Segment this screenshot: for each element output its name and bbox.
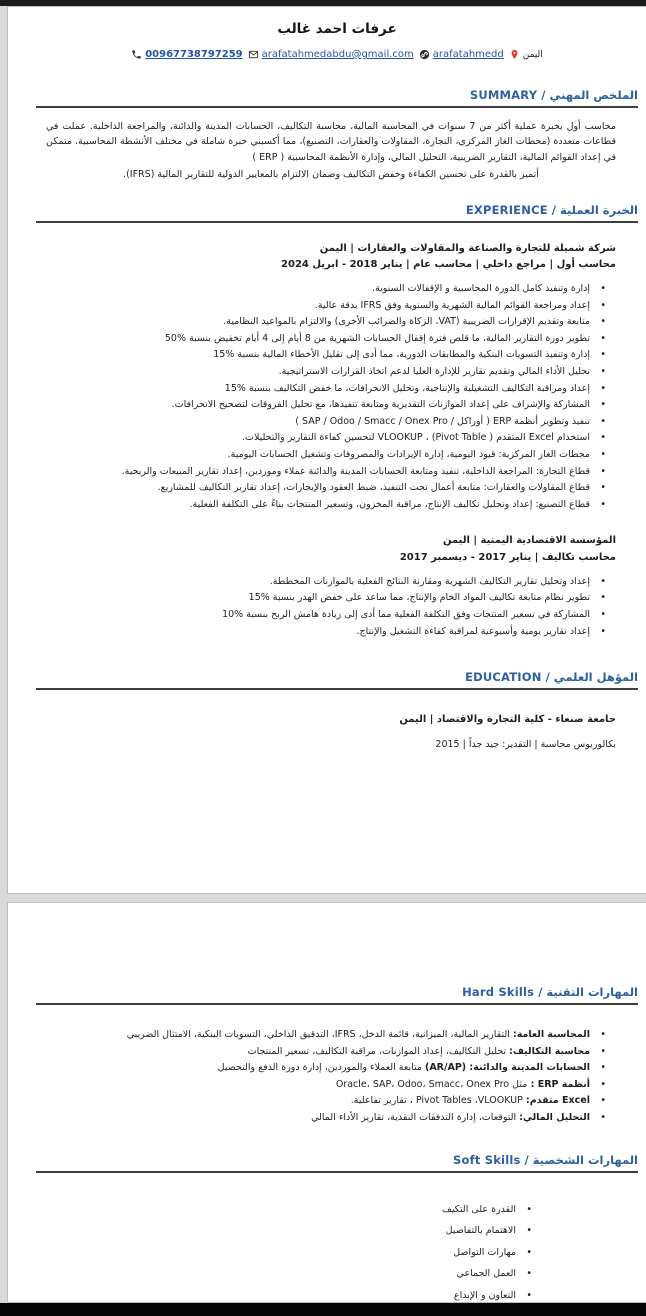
hard-skill-text: التوقعات، إدارة التدفقات النقدية، تقارير الأداء المالي <box>311 1111 520 1123</box>
hard-skill-lead: التحليل المالي: <box>519 1111 590 1123</box>
hard-skill-lead: محاسبة التكاليف: <box>509 1045 590 1057</box>
job-bullet-list <box>46 574 616 640</box>
hard-skill-lead: Excel متقدم: <box>525 1095 590 1107</box>
hard-skills-list <box>46 1027 616 1127</box>
experience-heading: الخبرة العملية / EXPERIENCE <box>465 202 638 217</box>
job-bullet: • إدارة وتنفيذ التسويات البنكية والمطابقات الدورية، مما أدى إلى تقليل الأخطاء المالية بنسبة %15 <box>46 347 616 364</box>
soft-skills-heading: المهارات الشخصية / Soft Skills <box>453 1152 638 1167</box>
education-school: جامعة صنعاء - كلية التجارة والاقتصاد | اليمن <box>399 714 616 726</box>
summary-section <box>36 88 638 183</box>
job-bullet: • المشاركة في تسعير المنتجات وفق التكلفة الفعلية مما أدى إلى زيادة هامش الربح بنسبة %10 <box>46 607 616 624</box>
job-bullet: • محطات الغاز المركزية: قيود اليومية، إدارة الإيرادات والمصروفات وتشغيل الحسابات اليومية. <box>46 447 616 464</box>
soft-skill-item: • القدرة على التكيف <box>46 1199 542 1221</box>
job-bullet: • إعداد ومراقبة التكاليف التشغيلية والإنتاجية، وتحليل الانحرافات، ما خفض التكاليف بنسبة %15 <box>46 381 616 398</box>
soft-skill-item: • الاهتمام بالتفاصيل <box>46 1220 542 1242</box>
job-bullet: • قطاع المقاولات والعقارات: متابعة أعمال تحت التنفيذ، ضبط العقود والإيجارات، إعداد تقارير التكاليف للمشاريع. <box>46 480 616 497</box>
profile-contact <box>419 49 504 60</box>
soft-skill-item: • التعاون و الإبداع <box>46 1285 542 1303</box>
job-bullet: • إعداد وتحليل تقارير التكاليف الشهرية ومقارنة النتائج الفعلية بالموازنات المخططة. <box>46 574 616 591</box>
hard-skill-item <box>46 1110 616 1127</box>
job-bullet: • إدارة وتنفيذ كامل الدورة المحاسبية و الإقفالات السنوية. <box>46 281 616 298</box>
job-role-dates: محاسب أول | مراجع داخلي | محاسب عام | يناير 2018 - ابريل 2024 <box>281 259 616 270</box>
bottom-crop-bar <box>0 1303 646 1316</box>
section-divider <box>36 1003 638 1005</box>
experience-job-2 <box>36 533 638 640</box>
job-bullet: • إعداد تقارير يومية وأسبوعية لمراقبة كفاءة التشغيل والإنتاج. <box>46 624 616 641</box>
profile-link[interactable]: arafatahmedd <box>432 49 504 60</box>
candidate-name: عرفات احمد غالب <box>277 21 397 37</box>
hard-skill-item <box>46 1093 616 1110</box>
hard-skill-text: Pivot Tables ،VLOOKUP ، تقارير تفاعلية. <box>350 1095 526 1107</box>
job-bullet: • تطوير دورة التقارير المالية، ما قلص فترة إقفال الحسابات الشهرية من 8 أيام إلى 4 أيام تخفيض بنسبة %50 <box>46 331 616 348</box>
hard-skill-lead: المحاسبة العامة: <box>512 1029 590 1040</box>
job-bullet: • استخدام Excel المتقدم VLOOKUP ، (Pivot Table ) لتحسين كفاءة التقارير والتحليلات. <box>46 430 616 447</box>
hard-skill-text: التقارير المالية، الميزانية، قائمة الدخل، IFRS، التدقيق الداخلي، التسويات البنكية، الامتثال الضريبي <box>126 1029 513 1040</box>
job-company: شركة شميلة للتجارة والصناعة والمقاولات والعقارات | اليمن <box>319 242 616 254</box>
job-bullet: • المشاركة والإشراف على إعداد الموازنات التقديرية ومتابعة تنفيذها، مع تحليل الفروقات لتصحيح الانحرافات. <box>46 397 616 414</box>
education-heading: المؤهل العلمي / EDUCATION <box>465 670 638 685</box>
resume-page-1 <box>7 6 646 894</box>
pin-icon <box>509 49 520 60</box>
section-divider <box>36 1171 638 1173</box>
resume-page-2 <box>7 902 646 1303</box>
job-role-dates: محاسب تكاليف | يناير 2017 - ديسمبر 2017 <box>399 551 616 563</box>
job-bullet-list <box>46 281 616 513</box>
envelope-icon <box>248 49 259 60</box>
job-bullet: • تنفيذ وتطوير أنظمة ERP ( أوراكل / SAP / Odoo / Smacc / Onex Pro ) <box>46 414 616 431</box>
education-degree: بكالوريوس محاسبة | التقدير: جيد جداً | 2015 <box>435 739 616 751</box>
hard-skill-text: مثل Oracle، SAP، Odoo، Smacc، Onex Pro <box>335 1078 528 1090</box>
job-bullet: • تحليل الأداء المالي وتقديم تقارير للإدارة العليا لدعم اتخاذ القرارات الاستراتيجية. <box>46 364 616 381</box>
location-text: اليمن <box>522 49 543 60</box>
hard-skill-text: متابعة العملاء والموردين، إدارة دورة الدفع والتحصيل <box>217 1062 425 1074</box>
hard-skills-section <box>36 985 638 1127</box>
contact-row <box>36 49 638 60</box>
section-divider <box>36 688 638 690</box>
hard-skill-item <box>46 1027 616 1044</box>
hard-skills-heading: المهارات التقنية / Hard Skills <box>462 985 638 999</box>
phone-icon <box>131 49 142 60</box>
job-bullet: • تطوير نظام متابعة تكاليف المواد الخام والإنتاج، مما ساعد على خفض الهدر بنسبة %15 <box>46 590 616 607</box>
experience-section <box>36 203 638 641</box>
hard-skill-lead: أنظمة ERP : <box>527 1078 590 1090</box>
location-item <box>509 49 543 60</box>
summary-paragraph-1: محاسب أول بخبرة عملية أكثر من 7 سنوات في المحاسبة المالية، محاسبة التكاليف، الحسابات المدينة والدائنة، والمراجعة الداخلية. عملت في قطاعات متعددة (محطات الغاز المركزي، التجارة، المقاولات والعقارات، التصنيع)، مما أكسبني خبرة شاملة في مختلف الأنشطة المحاسبية. متمكن في إعداد القوائم المالية، التقارير الضريبية، التحليل المالي، وإدارة الأنظمة المحاسبية ( ERP ) <box>46 121 617 163</box>
soft-skill-item: • العمل الجماعي <box>46 1263 542 1285</box>
education-section <box>36 670 638 750</box>
phone-contact <box>131 49 242 60</box>
job-bullet: • قطاع التصنيع: إعداد وتحليل تكاليف الإنتاج، مراقبة المخزون، وتسعير المنتجات بناءً على التكلفة الفعلية. <box>46 497 616 514</box>
experience-job-1 <box>36 241 638 514</box>
link-icon <box>419 49 430 60</box>
hard-skill-item <box>46 1077 616 1094</box>
soft-skills-section <box>36 1153 638 1303</box>
job-company: المؤسسة الاقتصادية اليمنية | اليمن <box>442 535 616 547</box>
top-crop-bar <box>0 0 646 6</box>
job-bullet: • متابعة وتقديم الإقرارات الضريبية (VAT، الزكاة والضرائب الأخرى) والالتزام بالمواعيد النظامية. <box>46 314 616 331</box>
summary-heading: الملخص المهني / SUMMARY <box>469 88 638 102</box>
hard-skill-item <box>46 1044 616 1061</box>
hard-skill-text: تحليل التكاليف، إعداد الموازنات، مراقبة التكاليف، تسعير المنتجات <box>247 1045 510 1057</box>
hard-skill-item <box>46 1060 616 1077</box>
job-bullet: • قطاع التجارة: المراجعة الداخلية، تنفيذ ومتابعة الحسابات المدينة والدائنة عملاء وموردين، إعداد تقارير المبيعات والربحية. <box>46 464 616 481</box>
summary-paragraph-2: أتميز بالقدرة على تحسين الكفاءة وخفض التكاليف وضمان الالتزام بالمعايير الدولية للتقارير المالية (IFRS). <box>123 169 539 181</box>
soft-skill-item: • مهارات التواصل <box>46 1242 542 1264</box>
phone-link[interactable]: 00967738797259 <box>145 49 243 60</box>
section-divider <box>36 106 638 108</box>
hard-skill-lead: الحسابات المدينة والدائنة: (AR/AP) <box>424 1062 590 1074</box>
section-divider <box>36 221 638 223</box>
email-contact <box>248 49 414 60</box>
soft-skills-list <box>46 1199 542 1303</box>
job-bullet: • إعداد ومراجعة القوائم المالية الشهرية والسنوية وفق IFRS بدقة عالية. <box>46 298 616 315</box>
email-link[interactable]: arafatahmedabdu@gmail.com <box>261 49 414 60</box>
